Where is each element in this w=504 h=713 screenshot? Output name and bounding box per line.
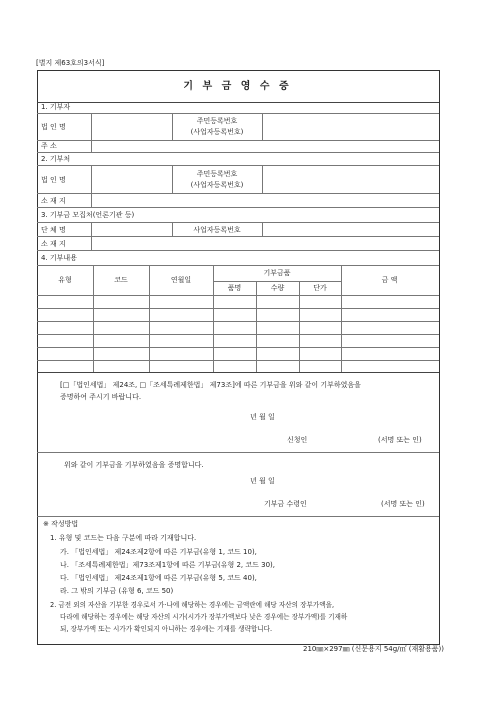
donation-row[interactable] — [38, 361, 438, 372]
col-date: 연월일 — [170, 276, 192, 284]
col-item: 품명 — [227, 284, 242, 292]
donation-row[interactable] — [38, 335, 438, 347]
statement2-date[interactable]: 년 월 일 — [250, 477, 275, 485]
org-reg-label-1: 주민등록번호 — [196, 170, 238, 178]
col-code: 코드 — [114, 276, 128, 284]
org-name-field[interactable] — [92, 168, 172, 190]
collector-addr-label: 소 재 지 — [41, 240, 66, 248]
instruction-item1: 1. 유형 및 코드는 다음 구분에 따라 기재합니다. — [50, 534, 197, 542]
collector-biz-label: 사업자등록번호 — [193, 226, 241, 234]
donation-row[interactable] — [38, 348, 438, 360]
org-addr-label: 소 재 지 — [41, 197, 66, 205]
instruction-sub-b: 나. 「조세특례제한법」제73조제1항에 따른 기부금(유형 2, 코드 30), — [60, 561, 275, 569]
paper-spec: 210㎜×297㎜ (신문용지 54g/㎡ (재활용품)) — [303, 645, 444, 653]
receiver-label: 기부금 수령인 — [264, 500, 307, 508]
donation-row[interactable] — [38, 322, 438, 334]
col-amount: 금 액 — [381, 276, 398, 284]
instruction-sub-c: 다. 「법인세법」 제24조제1항에 따른 기부금(유형 5, 코드 40), — [60, 574, 257, 582]
applicant-sign[interactable]: (서명 또는 인) — [378, 436, 422, 444]
donor-addr-label: 주 소 — [41, 142, 57, 150]
org-addr-field[interactable] — [92, 194, 438, 206]
instruction-sub-a: 가. 「법인세법」 제24조제2항에 따른 기부금(유형 1, 코드 10), — [60, 548, 257, 556]
org-name-label: 법 인 명 — [41, 176, 66, 184]
statement1-line2: 증명하여 주시기 바랍니다. — [60, 393, 142, 401]
col-price: 단가 — [313, 284, 327, 292]
instruction-item2-line1: 2. 금전 외의 자산을 기부한 경우로서 가·나에 해당하는 경우에는 금액란에 해당 자산의 장부가액을, — [50, 601, 335, 609]
instruction-sub-d: 라. 그 밖의 기부금 (유형 6, 코드 50) — [60, 587, 174, 595]
donor-name-label: 법 인 명 — [41, 123, 66, 131]
donation-row[interactable] — [38, 309, 438, 321]
statement1-line1: [□「법인세법」 제24조, □「조세특례제한법」 제73조]에 따른 기부금을 위와 같이 기부하였음을 — [60, 381, 361, 389]
col-qty: 수량 — [270, 284, 285, 292]
form-reference: [별지 제63호의3서식] — [36, 59, 105, 67]
collector-name-field[interactable] — [92, 223, 172, 234]
org-reg-label-2: (사업자등록번호) — [190, 181, 244, 189]
col-type: 유형 — [58, 276, 72, 284]
donor-reg-label-2: (사업자등록번호) — [190, 128, 244, 136]
receiver-sign[interactable]: (서명 또는 인) — [381, 500, 425, 508]
instructions-heading: ※ 작성방법 — [43, 520, 79, 528]
collector-biz-field[interactable] — [262, 223, 438, 234]
collector-name-label: 단 체 명 — [41, 226, 66, 234]
donor-name-field[interactable] — [92, 116, 172, 138]
donor-reg-field[interactable] — [262, 116, 438, 138]
section3-heading: 3. 기부금 모집처(언론기관 등) — [41, 211, 135, 219]
donor-reg-label-1: 주민등록번호 — [196, 117, 238, 125]
statement1-date[interactable]: 년 월 일 — [250, 413, 275, 421]
instruction-item2-line3: 되, 장부가액 또는 시가가 확인되지 아니하는 경우에는 기재를 생략합니다. — [60, 625, 273, 633]
applicant-label: 신청인 — [287, 436, 308, 444]
form-title: 기 부 금 영 수 증 — [183, 81, 292, 92]
col-goods: 기부금품 — [263, 269, 291, 277]
section2-heading: 2. 기부처 — [41, 155, 71, 163]
section4-heading: 4. 기부내용 — [41, 254, 77, 262]
org-reg-field[interactable] — [262, 168, 438, 190]
instruction-item2-line2: 다라에 해당하는 경우에는 해당 자산의 시가(시가가 장부가액보다 낮은 경우에는 장부가액)를 기재하 — [60, 613, 348, 621]
donation-row[interactable] — [38, 296, 438, 308]
section1-heading: 1. 기부자 — [41, 103, 71, 111]
collector-addr-field[interactable] — [92, 237, 438, 248]
donor-addr-field[interactable] — [92, 141, 438, 151]
statement2-line1: 위와 같이 기부금을 기부하였음을 증명합니다. — [64, 461, 204, 469]
